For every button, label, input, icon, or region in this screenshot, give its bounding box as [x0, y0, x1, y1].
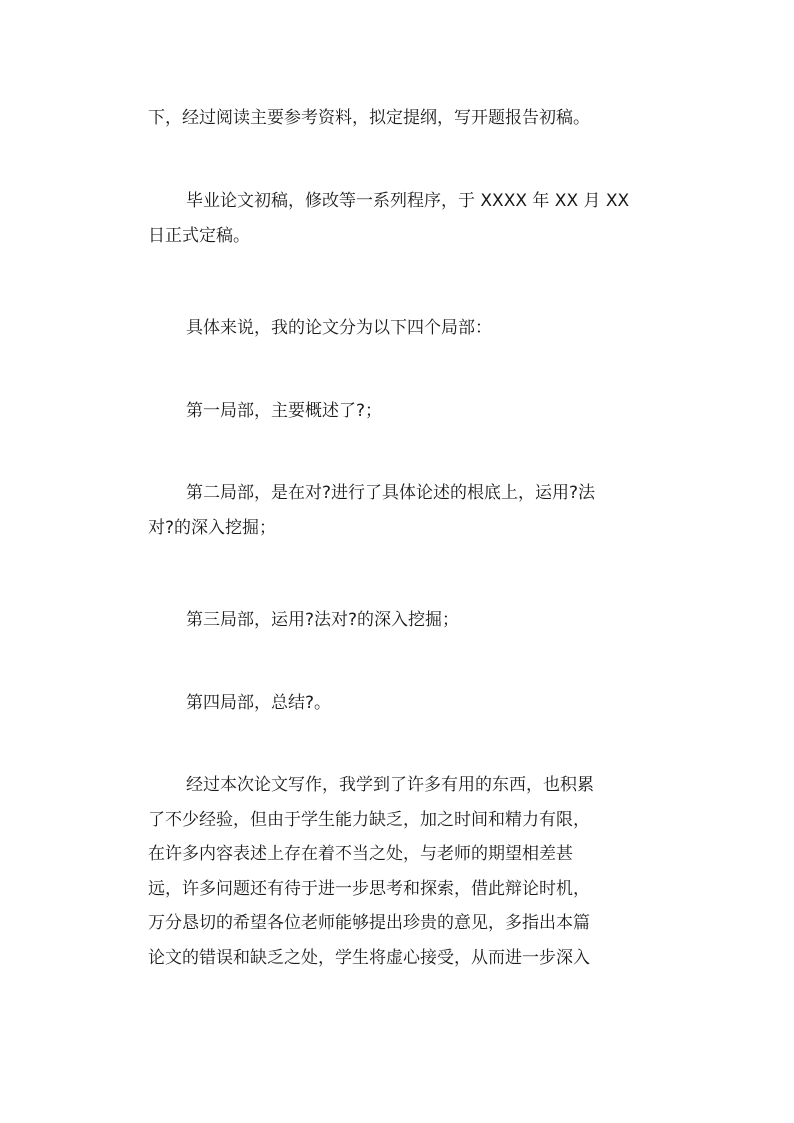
text-line-first	[148, 686, 648, 721]
paragraph-3	[148, 311, 648, 346]
paragraph-5	[148, 476, 648, 545]
text-line: 对?的深入挖掘；	[148, 517, 277, 538]
text-line-first	[148, 394, 648, 429]
text-line: 在许多内容表述上存在着不当之处，与老师的期望相差甚	[148, 844, 573, 864]
text-line: 了不少经验，但由于学生能力缺乏，加之时间和精力有限，	[148, 809, 590, 830]
text-line-content: 第二局部，是在对?进行了具体论述的根底上，运用?法	[186, 483, 596, 503]
text-line-content: 第三局部，运用?法对?的深入挖掘；	[186, 610, 460, 630]
text-line-content: 第一局部，主要概述了?；	[186, 401, 383, 421]
text-line-content: 具体来说，我的论文分为以下四个局部：	[186, 318, 492, 338]
paragraph-1	[148, 101, 648, 136]
text-line: 万分恳切的希望各位老师能够提出珍贵的意见，多指出本篇	[148, 913, 590, 933]
text-line-first	[148, 768, 648, 803]
text-line: 日正式定稿。	[148, 225, 250, 246]
paragraph-4	[148, 394, 648, 429]
text-line: 远，许多问题还有待于进一步思考和探索，借此辩论时机，	[148, 878, 590, 899]
paragraph-8	[148, 768, 648, 975]
text-line-first	[148, 184, 648, 219]
text-line-first	[148, 311, 648, 346]
text-line-content: 第四局部，总结?。	[186, 693, 332, 713]
paragraph-7	[148, 686, 648, 721]
text-line: 论文的错误和缺乏之处，学生将虚心接受，从而进一步深入	[148, 947, 590, 968]
text-line-content: 经过本次论文写作，我学到了许多有用的东西，也积累	[186, 775, 594, 795]
paragraph-6	[148, 603, 648, 638]
text-line-content: 毕业论文初稿，修改等一系列程序，于 XXXX 年 XX 月 XX	[186, 191, 630, 211]
paragraph-2	[148, 184, 648, 253]
text-line-first	[148, 603, 648, 638]
text-line-first	[148, 476, 648, 511]
text-line: 下，经过阅读主要参考资料，拟定提纲，写开题报告初稿。	[148, 108, 590, 128]
